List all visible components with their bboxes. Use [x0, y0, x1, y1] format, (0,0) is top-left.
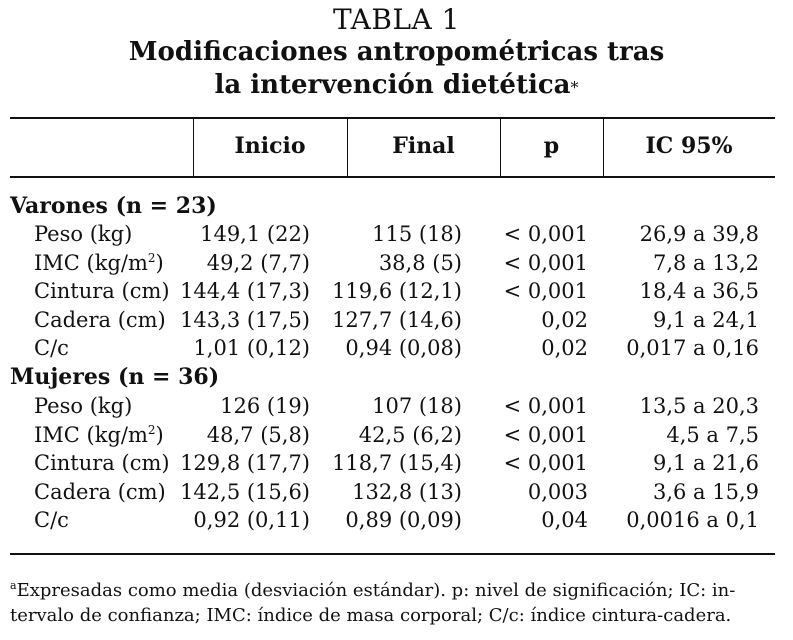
cell-ic95: 26,9 a 39,8 [639, 222, 759, 246]
row-label-text: Peso (kg) [34, 394, 133, 418]
table-title-line-2-text: la intervención dietética [214, 70, 571, 100]
footnote-mark: a [10, 579, 17, 592]
cell-p: < 0,001 [503, 250, 588, 275]
row-label-tail: ) [155, 250, 164, 275]
cell-ic95: 9,1 a 24,1 [652, 307, 759, 332]
cell-inicio: 129,8 (17,7) [180, 451, 310, 475]
row-label-text: IMC (kg/m [34, 250, 148, 275]
row-label [34, 508, 69, 532]
cell-final: 132,8 (13) [352, 479, 462, 504]
row-label-superscript: 2 [147, 422, 156, 437]
cell-final: 42,5 (6,2) [358, 422, 462, 447]
row-label [34, 423, 164, 447]
row-label-text: Cintura (cm) [34, 451, 170, 475]
row-label [34, 251, 164, 275]
row-label-text: Cintura (cm) [34, 279, 170, 303]
cell-final: 107 (18) [372, 394, 462, 418]
cell-inicio: 49,2 (7,7) [206, 250, 310, 275]
cell-final: 119,6 (12,1) [332, 279, 462, 303]
table-caption [0, 4, 793, 102]
row-label [34, 222, 132, 246]
cell-inicio: 126 (19) [220, 394, 310, 418]
cell-final: 115 (18) [372, 222, 462, 246]
row-label [34, 336, 69, 360]
cell-ic95: 13,5 a 20,3 [639, 394, 759, 418]
row-label-superscript: 2 [147, 250, 156, 265]
cell-final: 38,8 (5) [378, 250, 462, 275]
cell-inicio: 143,3 (17,5) [180, 307, 310, 332]
cell-ic95: 7,8 a 13,2 [652, 250, 759, 275]
cell-p: 0,02 [541, 307, 588, 332]
header-p: p [543, 133, 560, 159]
footnote-text: Expresadas como media (desviación estándar). p: nivel de significación; IC: in- tervalo de confianza; IMC: índice de masa corporal; C/c: índice cintura-cadera. [10, 580, 736, 626]
cell-inicio: 1,01 (0,12) [193, 336, 310, 360]
cell-ic95: 4,5 a 7,5 [666, 422, 759, 447]
cell-final: 118,7 (15,4) [332, 451, 462, 475]
cell-final: 127,7 (14,6) [332, 307, 462, 332]
header-final: Final [392, 133, 455, 159]
cell-final: 0,94 (0,08) [345, 336, 462, 360]
group-label: Mujeres (n = 36) [10, 364, 220, 390]
cell-p: < 0,001 [503, 279, 588, 303]
cell-ic95: 9,1 a 21,6 [652, 451, 759, 475]
cell-p: < 0,001 [503, 451, 588, 475]
row-label [34, 394, 132, 418]
group-label: Varones (n = 23) [10, 193, 217, 219]
row-label [34, 480, 166, 504]
cell-p: < 0,001 [503, 222, 588, 246]
title-footnote-mark: * [570, 78, 579, 97]
bottom-rule [10, 553, 775, 555]
cell-inicio: 144,4 (17,3) [180, 279, 310, 303]
table-title [0, 36, 793, 102]
cell-ic95: 0,017 a 0,16 [626, 336, 759, 360]
row-label [34, 451, 170, 475]
row-label-tail: ) [155, 422, 164, 447]
cell-ic95: 18,4 a 36,5 [639, 279, 759, 303]
header-ic95: IC 95% [645, 133, 733, 159]
row-label-text: C/c [34, 508, 69, 532]
cell-inicio: 142,5 (15,6) [180, 479, 310, 504]
top-rule [10, 117, 775, 119]
table-title-line-2 [0, 69, 793, 102]
cell-p: < 0,001 [503, 422, 588, 447]
cell-inicio: 0,92 (0,11) [193, 508, 310, 532]
cell-p: < 0,001 [503, 394, 588, 418]
cell-ic95: 3,6 a 15,9 [652, 479, 759, 504]
cell-final: 0,89 (0,09) [345, 508, 462, 532]
cell-p: 0,003 [527, 479, 588, 504]
row-label [34, 308, 166, 332]
table-number: TABLA 1 [333, 3, 460, 36]
table-title-line-1: Modificaciones antropométricas tras [128, 37, 665, 67]
cell-p: 0,04 [541, 508, 588, 532]
row-label-text: Cadera (cm) [34, 307, 166, 332]
footnote [10, 573, 780, 628]
row-label-text: IMC (kg/m [34, 422, 148, 447]
header-inicio: Inicio [234, 133, 306, 159]
header-bottom-rule [10, 176, 775, 178]
cell-ic95: 0,0016 a 0,1 [626, 508, 759, 532]
cell-inicio: 149,1 (22) [200, 222, 310, 246]
row-label [34, 279, 170, 303]
cell-inicio: 48,7 (5,8) [206, 422, 310, 447]
row-label-text: Cadera (cm) [34, 479, 166, 504]
row-label-text: C/c [34, 336, 69, 360]
row-label-text: Peso (kg) [34, 222, 133, 246]
cell-p: 0,02 [541, 336, 588, 360]
